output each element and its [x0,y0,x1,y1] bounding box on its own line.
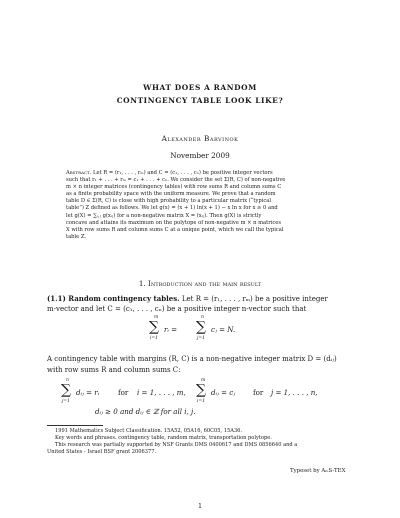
paragraph-2-line-2: with row sums R and column sums C: [47,366,181,374]
sum-symbol: ∑ [61,382,71,398]
abstract-line-7: let g(X) = ∑ᵢ,ⱼ g(xᵢⱼ) for a non-negative matrix X = (xᵢⱼ). Then g(X) is strictly [66,212,262,219]
equation-1: m ∑ i=1 rᵢ = n ∑ j=1 cⱼ = N. [149,315,236,341]
footnote-4: United States - Israel BSF grant 2006377. [47,449,157,455]
section-heading: 1. Introduction and the main result [138,279,262,288]
title-line-2: CONTINGENCY TABLE LOOK LIKE? [116,96,284,105]
abstract-line-9: X with row sums R and column sums C at a unique point, which we call the typical [66,226,284,233]
footnote-2: Key words and phrases. contingency table, random matrix, transportation polytope. [55,435,272,441]
abstract-line-1: Abstract. Let R = (r₁, . . . , rₘ) and C = (c₁, . . . , cₙ) be positive integer vectors [66,170,273,176]
title-line-1: WHAT DOES A RANDOM [143,83,257,92]
abstract-line-5: table D ∈ Σ(R, C) is close with high probability to a particular matrix (“typical [66,198,272,205]
sum-symbol: ∑ [149,319,159,335]
page-number: 1 [197,502,203,510]
footnote-rule [47,425,103,426]
equation-2: n ∑ j=1 dᵢⱼ = rᵢ for i = 1, . . . , m, m ∑ i=1 dᵢⱼ = cⱼ for j = 1, . . . , n, [61,378,318,404]
equation-2-line-2: dᵢⱼ ≥ 0 and dᵢⱼ ∈ ℤ for all i, j. [95,407,196,416]
sum-symbol: ∑ [196,382,206,398]
abstract [66,170,336,241]
author-name: Alexander Barvinok [161,134,239,143]
subsection-label: (1.1) Random contingency tables. [47,294,180,303]
typeset-note: Typeset by AₘS-TEX [290,468,346,474]
footnote-3: This research was partially supported by NSF Grants DMS 0400617 and DMS 0856640 and a [55,442,298,448]
footnotes [47,428,353,456]
paragraph-1-line-1: (1.1) Random contingency tables. Let R = (r₁, . . . , rₘ) be a positive integer [47,294,328,303]
abstract-line-4: as a finite probability space with the uniform measure. We prove that a random [66,191,276,198]
sum-symbol: ∑ [196,319,206,335]
footnote-1: 1991 Mathematics Subject Classification. 15A52, 05A16, 60C05, 15A36. [55,428,243,434]
abstract-line-3: m × n integer matrices (contingency tables) with row sums R and column sums C [66,184,282,191]
abstract-line-2: such that r₁ + . . . + rₘ = c₁ + . . . + cₙ. We consider the set Σ(R, C) of non-negative [66,177,286,184]
paragraph-1-line-2: m-vector and let C = (c₁, . . . , cₙ) be a positive integer n-vector such that [47,305,307,313]
date: November 2009 [170,151,230,160]
paragraph-2-line-1: A contingency table with margins (R, C) is a non-negative integer matrix D = (dᵢⱼ) [47,355,337,363]
abstract-label: Abstract. [66,170,92,176]
abstract-line-8: concave and attains its maximum on the polytope of non-negative m × n matrices [66,219,281,226]
abstract-line-6: table”) Z defined as follows. We let g(x) = (x + 1) ln(x + 1) − x ln x for x ≥ 0 and [66,205,278,212]
abstract-line-10: table Z. [66,233,87,240]
